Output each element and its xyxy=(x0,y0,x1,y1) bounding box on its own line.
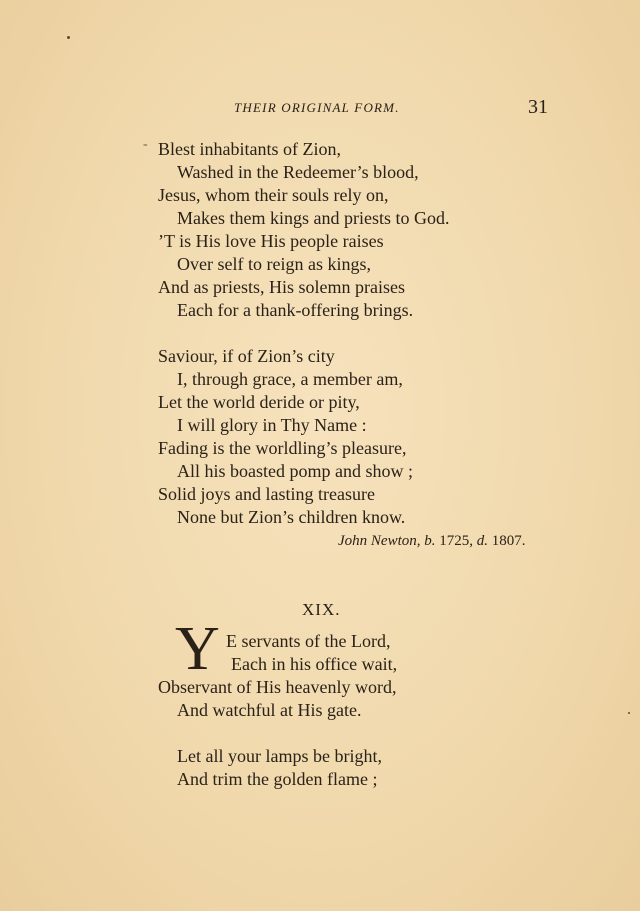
verse-line: Jesus, whom their souls rely on, xyxy=(158,185,389,205)
verse-line: Makes them kings and priests to God. xyxy=(177,208,450,228)
verse-line: Fading is the worldling’s pleasure, xyxy=(158,438,407,458)
verse-line: Solid joys and lasting treasure xyxy=(158,484,375,504)
verse-line: Let the world deride or pity, xyxy=(158,392,360,412)
author-name: John Newton, xyxy=(338,533,421,549)
died-label: d. xyxy=(476,533,488,549)
verse-line: And trim the golden flame ; xyxy=(177,769,378,789)
verse-line: None but Zion’s children know. xyxy=(177,507,406,527)
margin-mark: - xyxy=(143,137,148,152)
verse-line: Each for a thank-offering brings. xyxy=(177,300,414,320)
verse-line: Each in his office wait, xyxy=(231,654,398,674)
born-label: b. xyxy=(424,533,436,549)
verse-line: ’T is His love His people raises xyxy=(158,231,384,251)
section-heading: XIX. xyxy=(302,600,341,619)
verse-line: All his boasted pomp and show ; xyxy=(177,461,413,481)
verse-line: I will glory in Thy Name : xyxy=(177,415,367,435)
died-year: 1807. xyxy=(491,533,526,549)
verse-line: E servants of the Lord, xyxy=(226,631,391,651)
verse-line: Blest inhabitants of Zion, xyxy=(158,139,341,159)
verse-line: Washed in the Redeemer’s blood, xyxy=(177,162,419,182)
verse-line: Let all your lamps be bright, xyxy=(177,746,382,766)
drop-cap: Y xyxy=(175,615,220,683)
running-title: THEIR ORIGINAL FORM. xyxy=(234,100,400,115)
born-year: 1725, xyxy=(439,533,473,549)
paper-speck xyxy=(628,712,630,714)
page-number: 31 xyxy=(528,96,548,118)
attribution xyxy=(338,533,526,550)
verse-line: I, through grace, a member am, xyxy=(177,369,403,389)
verse-line: And as priests, His solemn praises xyxy=(158,277,405,297)
paper-speck xyxy=(67,36,70,39)
verse-line: Saviour, if of Zion’s city xyxy=(158,346,335,366)
verse-line: Over self to reign as kings, xyxy=(177,254,371,274)
page-header xyxy=(0,98,640,122)
verse-line: And watchful at His gate. xyxy=(177,700,362,720)
verse-line: Observant of His heavenly word, xyxy=(158,677,397,697)
